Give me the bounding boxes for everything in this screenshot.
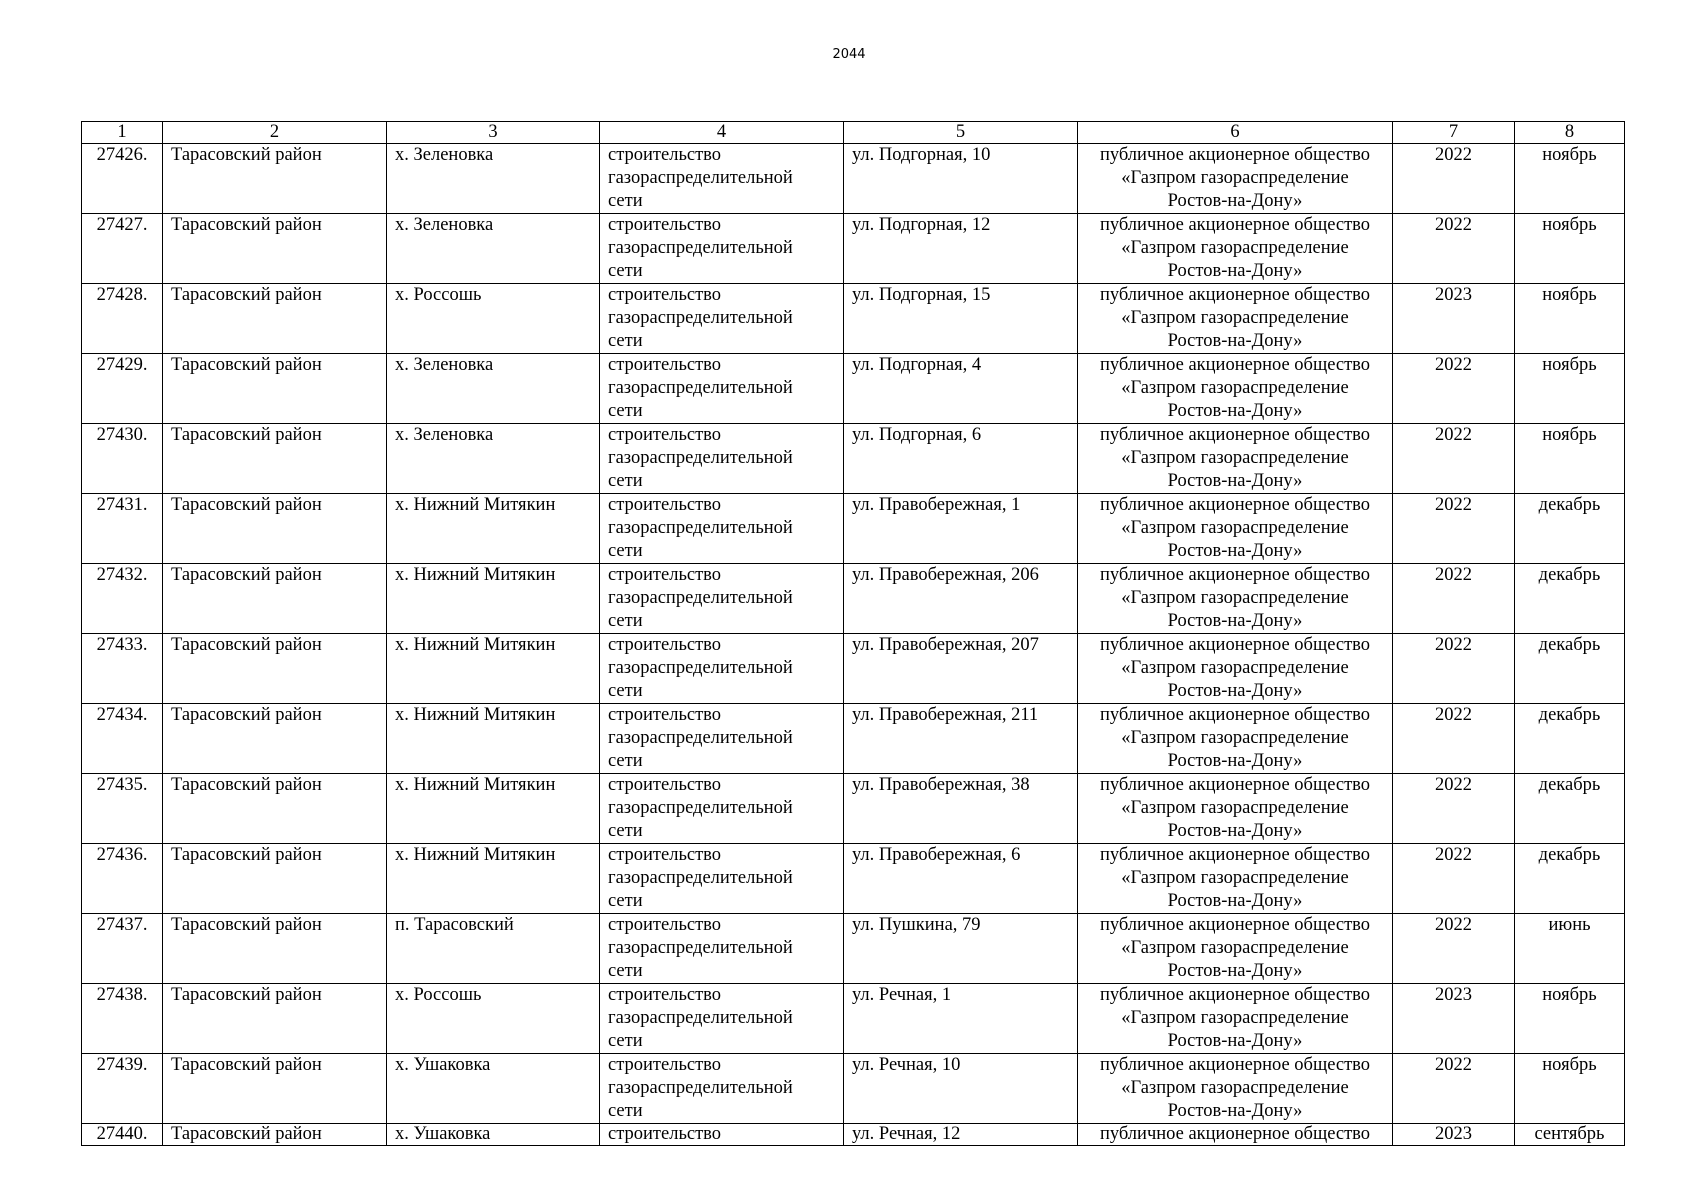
- address-cell: ул. Подгорная, 10: [844, 144, 1078, 214]
- locality-cell: х. Нижний Митякин: [387, 564, 600, 634]
- work-type-line: сети: [608, 751, 643, 771]
- address-cell: ул. Речная, 10: [844, 1054, 1078, 1124]
- row-number: 27432.: [82, 564, 163, 634]
- work-type-cell: [600, 424, 844, 494]
- organization-cell: [1078, 634, 1393, 704]
- address-cell: ул. Подгорная, 12: [844, 214, 1078, 284]
- table-row: [82, 704, 1625, 774]
- month-cell: декабрь: [1515, 774, 1625, 844]
- work-type-line: газораспределительной: [608, 658, 793, 678]
- year-cell: 2023: [1393, 284, 1515, 354]
- locality-cell: х. Зеленовка: [387, 424, 600, 494]
- month-cell: декабрь: [1515, 844, 1625, 914]
- locality-cell: х. Нижний Митякин: [387, 494, 600, 564]
- work-type-cell: [600, 844, 844, 914]
- organization-line: Ростов-на-Дону»: [1167, 471, 1303, 491]
- register-table: [81, 121, 1625, 1146]
- work-type-cell: [600, 774, 844, 844]
- organization-line: публичное акционерное общество: [1099, 985, 1371, 1005]
- row-number: 27438.: [82, 984, 163, 1054]
- organization-cell: [1078, 1054, 1393, 1124]
- table-row: [82, 144, 1625, 214]
- address-cell: ул. Подгорная, 15: [844, 284, 1078, 354]
- year-cell: 2022: [1393, 214, 1515, 284]
- month-cell: июнь: [1515, 914, 1625, 984]
- organization-line: публичное акционерное общество: [1099, 705, 1371, 725]
- organization-line: Ростов-на-Дону»: [1167, 331, 1303, 351]
- work-type-cell: [600, 354, 844, 424]
- work-type-cell: [600, 1054, 844, 1124]
- work-type-line: строительство: [608, 915, 722, 935]
- work-type-line: сети: [608, 471, 643, 491]
- year-cell: 2022: [1393, 774, 1515, 844]
- organization-line: «Газпром газораспределение: [1121, 238, 1349, 258]
- work-type-cell: [600, 284, 844, 354]
- address-cell: ул. Правобережная, 211: [844, 704, 1078, 774]
- district-cell: Тарасовский район: [163, 1124, 387, 1146]
- organization-cell: [1078, 144, 1393, 214]
- organization-line: Ростов-на-Дону»: [1167, 1101, 1303, 1121]
- address-cell: ул. Правобережная, 38: [844, 774, 1078, 844]
- organization-line: Ростов-на-Дону»: [1167, 611, 1303, 631]
- address-cell: ул. Пушкина, 79: [844, 914, 1078, 984]
- work-type-line: строительство: [608, 985, 722, 1005]
- row-number: 27429.: [82, 354, 163, 424]
- month-cell: сентябрь: [1515, 1124, 1625, 1146]
- month-cell: ноябрь: [1515, 354, 1625, 424]
- address-cell: ул. Подгорная, 6: [844, 424, 1078, 494]
- work-type-line: сети: [608, 331, 643, 351]
- organization-line: Ростов-на-Дону»: [1167, 191, 1303, 211]
- locality-cell: х. Россошь: [387, 984, 600, 1054]
- work-type-line: сети: [608, 1101, 643, 1121]
- year-cell: 2022: [1393, 914, 1515, 984]
- work-type-line: газораспределительной: [608, 308, 793, 328]
- work-type-cell: [600, 494, 844, 564]
- column-header: 1: [82, 122, 163, 144]
- district-cell: Тарасовский район: [163, 984, 387, 1054]
- table-row: [82, 424, 1625, 494]
- year-cell: 2023: [1393, 984, 1515, 1054]
- organization-line: публичное акционерное общество: [1099, 845, 1371, 865]
- work-type-line: газораспределительной: [608, 938, 793, 958]
- work-type-line: сети: [608, 961, 643, 981]
- work-type-line: газораспределительной: [608, 378, 793, 398]
- row-number: 27435.: [82, 774, 163, 844]
- row-number: 27437.: [82, 914, 163, 984]
- work-type-line: сети: [608, 1031, 643, 1051]
- organization-line: «Газпром газораспределение: [1121, 728, 1349, 748]
- district-cell: Тарасовский район: [163, 284, 387, 354]
- work-type-cell: [600, 634, 844, 704]
- work-type-line: строительство: [608, 1124, 722, 1144]
- organization-line: публичное акционерное общество: [1099, 635, 1371, 655]
- organization-line: «Газпром газораспределение: [1121, 308, 1349, 328]
- work-type-line: строительство: [608, 145, 722, 165]
- organization-cell: [1078, 354, 1393, 424]
- work-type-cell: [600, 1124, 844, 1146]
- organization-line: «Газпром газораспределение: [1121, 588, 1349, 608]
- work-type-line: строительство: [608, 355, 722, 375]
- column-header: 6: [1078, 122, 1393, 144]
- month-cell: ноябрь: [1515, 144, 1625, 214]
- row-number: 27430.: [82, 424, 163, 494]
- work-type-line: газораспределительной: [608, 518, 793, 538]
- organization-line: «Газпром газораспределение: [1121, 798, 1349, 818]
- organization-line: Ростов-на-Дону»: [1167, 1031, 1303, 1051]
- district-cell: Тарасовский район: [163, 774, 387, 844]
- year-cell: 2022: [1393, 144, 1515, 214]
- organization-line: публичное акционерное общество: [1099, 775, 1371, 795]
- table-row: [82, 1124, 1625, 1146]
- work-type-cell: [600, 704, 844, 774]
- page-number: 2044: [832, 47, 866, 62]
- table-body: [82, 144, 1625, 1146]
- work-type-line: строительство: [608, 635, 722, 655]
- locality-cell: х. Нижний Митякин: [387, 774, 600, 844]
- work-type-line: сети: [608, 541, 643, 561]
- work-type-line: газораспределительной: [608, 1008, 793, 1028]
- row-number: 27436.: [82, 844, 163, 914]
- address-cell: ул. Правобережная, 207: [844, 634, 1078, 704]
- address-cell: ул. Правобережная, 1: [844, 494, 1078, 564]
- organization-line: публичное акционерное общество: [1099, 425, 1371, 445]
- district-cell: Тарасовский район: [163, 1054, 387, 1124]
- organization-line: Ростов-на-Дону»: [1167, 541, 1303, 561]
- year-cell: 2022: [1393, 704, 1515, 774]
- table-row: [82, 1054, 1625, 1124]
- year-cell: 2022: [1393, 634, 1515, 704]
- organization-cell: [1078, 424, 1393, 494]
- organization-line: «Газпром газораспределение: [1121, 378, 1349, 398]
- district-cell: Тарасовский район: [163, 914, 387, 984]
- locality-cell: х. Нижний Митякин: [387, 634, 600, 704]
- organization-line: «Газпром газораспределение: [1121, 938, 1349, 958]
- organization-line: «Газпром газораспределение: [1121, 1008, 1349, 1028]
- work-type-line: строительство: [608, 845, 722, 865]
- work-type-line: сети: [608, 611, 643, 631]
- work-type-line: сети: [608, 191, 643, 211]
- work-type-line: строительство: [608, 705, 722, 725]
- district-cell: Тарасовский район: [163, 144, 387, 214]
- address-cell: ул. Речная, 1: [844, 984, 1078, 1054]
- work-type-line: газораспределительной: [608, 728, 793, 748]
- work-type-cell: [600, 564, 844, 634]
- locality-cell: х. Ушаковка: [387, 1054, 600, 1124]
- organization-line: публичное акционерное общество: [1099, 215, 1371, 235]
- row-number: 27433.: [82, 634, 163, 704]
- organization-cell: [1078, 494, 1393, 564]
- work-type-line: газораспределительной: [608, 868, 793, 888]
- work-type-line: строительство: [608, 285, 722, 305]
- district-cell: Тарасовский район: [163, 354, 387, 424]
- column-header: 2: [163, 122, 387, 144]
- year-cell: 2022: [1393, 494, 1515, 564]
- district-cell: Тарасовский район: [163, 564, 387, 634]
- organization-line: «Газпром газораспределение: [1121, 448, 1349, 468]
- table-row: [82, 284, 1625, 354]
- work-type-line: строительство: [608, 775, 722, 795]
- table-row: [82, 774, 1625, 844]
- organization-line: «Газпром газораспределение: [1121, 868, 1349, 888]
- month-cell: ноябрь: [1515, 424, 1625, 494]
- address-cell: ул. Речная, 12: [844, 1124, 1078, 1146]
- column-header: 7: [1393, 122, 1515, 144]
- work-type-cell: [600, 214, 844, 284]
- table-row: [82, 564, 1625, 634]
- work-type-line: строительство: [608, 215, 722, 235]
- locality-cell: х. Нижний Митякин: [387, 844, 600, 914]
- table-row: [82, 354, 1625, 424]
- district-cell: Тарасовский район: [163, 494, 387, 564]
- table-row: [82, 984, 1625, 1054]
- month-cell: декабрь: [1515, 634, 1625, 704]
- organization-line: публичное акционерное общество: [1099, 495, 1371, 515]
- work-type-line: строительство: [608, 1055, 722, 1075]
- organization-line: Ростов-на-Дону»: [1167, 401, 1303, 421]
- organization-cell: [1078, 1124, 1393, 1146]
- work-type-line: сети: [608, 681, 643, 701]
- organization-line: публичное акционерное общество: [1099, 145, 1371, 165]
- month-cell: декабрь: [1515, 704, 1625, 774]
- organization-line: «Газпром газораспределение: [1121, 1078, 1349, 1098]
- organization-line: «Газпром газораспределение: [1121, 658, 1349, 678]
- row-number: 27431.: [82, 494, 163, 564]
- organization-line: публичное акционерное общество: [1099, 285, 1371, 305]
- table-row: [82, 214, 1625, 284]
- locality-cell: х. Ушаковка: [387, 1124, 600, 1146]
- district-cell: Тарасовский район: [163, 424, 387, 494]
- work-type-line: газораспределительной: [608, 798, 793, 818]
- organization-line: Ростов-на-Дону»: [1167, 891, 1303, 911]
- year-cell: 2022: [1393, 354, 1515, 424]
- year-cell: 2022: [1393, 844, 1515, 914]
- row-number: 27426.: [82, 144, 163, 214]
- organization-line: Ростов-на-Дону»: [1167, 961, 1303, 981]
- locality-cell: х. Зеленовка: [387, 144, 600, 214]
- work-type-line: газораспределительной: [608, 238, 793, 258]
- organization-line: публичное акционерное общество: [1099, 565, 1371, 585]
- column-header: 8: [1515, 122, 1625, 144]
- work-type-cell: [600, 914, 844, 984]
- row-number: 27428.: [82, 284, 163, 354]
- column-header: 4: [600, 122, 844, 144]
- organization-cell: [1078, 704, 1393, 774]
- column-header: 5: [844, 122, 1078, 144]
- row-number: 27439.: [82, 1054, 163, 1124]
- organization-line: публичное акционерное общество: [1099, 1124, 1371, 1144]
- organization-cell: [1078, 844, 1393, 914]
- address-cell: ул. Подгорная, 4: [844, 354, 1078, 424]
- locality-cell: х. Зеленовка: [387, 214, 600, 284]
- table-row: [82, 844, 1625, 914]
- year-cell: 2022: [1393, 1054, 1515, 1124]
- work-type-line: газораспределительной: [608, 448, 793, 468]
- work-type-line: сети: [608, 821, 643, 841]
- work-type-line: газораспределительной: [608, 1078, 793, 1098]
- row-number: 27427.: [82, 214, 163, 284]
- work-type-line: сети: [608, 401, 643, 421]
- district-cell: Тарасовский район: [163, 214, 387, 284]
- year-cell: 2022: [1393, 564, 1515, 634]
- district-cell: Тарасовский район: [163, 704, 387, 774]
- work-type-line: газораспределительной: [608, 168, 793, 188]
- locality-cell: х. Нижний Митякин: [387, 704, 600, 774]
- work-type-line: сети: [608, 891, 643, 911]
- table-row: [82, 634, 1625, 704]
- organization-cell: [1078, 214, 1393, 284]
- month-cell: ноябрь: [1515, 984, 1625, 1054]
- organization-line: публичное акционерное общество: [1099, 355, 1371, 375]
- organization-line: Ростов-на-Дону»: [1167, 261, 1303, 281]
- work-type-cell: [600, 984, 844, 1054]
- organization-line: «Газпром газораспределение: [1121, 168, 1349, 188]
- column-header: 3: [387, 122, 600, 144]
- locality-cell: х. Россошь: [387, 284, 600, 354]
- work-type-line: строительство: [608, 495, 722, 515]
- district-cell: Тарасовский район: [163, 634, 387, 704]
- organization-line: публичное акционерное общество: [1099, 1055, 1371, 1075]
- locality-cell: п. Тарасовский: [387, 914, 600, 984]
- organization-cell: [1078, 774, 1393, 844]
- organization-line: Ростов-на-Дону»: [1167, 751, 1303, 771]
- work-type-cell: [600, 144, 844, 214]
- organization-cell: [1078, 284, 1393, 354]
- organization-line: «Газпром газораспределение: [1121, 518, 1349, 538]
- organization-line: Ростов-на-Дону»: [1167, 681, 1303, 701]
- organization-cell: [1078, 564, 1393, 634]
- organization-cell: [1078, 914, 1393, 984]
- district-cell: Тарасовский район: [163, 844, 387, 914]
- work-type-line: газораспределительной: [608, 588, 793, 608]
- work-type-line: сети: [608, 261, 643, 281]
- address-cell: ул. Правобережная, 6: [844, 844, 1078, 914]
- year-cell: 2022: [1393, 424, 1515, 494]
- row-number: 27434.: [82, 704, 163, 774]
- year-cell: 2023: [1393, 1124, 1515, 1146]
- month-cell: декабрь: [1515, 494, 1625, 564]
- month-cell: ноябрь: [1515, 214, 1625, 284]
- month-cell: ноябрь: [1515, 1054, 1625, 1124]
- locality-cell: х. Зеленовка: [387, 354, 600, 424]
- work-type-line: строительство: [608, 565, 722, 585]
- organization-line: Ростов-на-Дону»: [1167, 821, 1303, 841]
- column-number-row: [82, 122, 1625, 144]
- address-cell: ул. Правобережная, 206: [844, 564, 1078, 634]
- organization-line: публичное акционерное общество: [1099, 915, 1371, 935]
- month-cell: ноябрь: [1515, 284, 1625, 354]
- table-row: [82, 494, 1625, 564]
- month-cell: декабрь: [1515, 564, 1625, 634]
- table-row: [82, 914, 1625, 984]
- organization-cell: [1078, 984, 1393, 1054]
- row-number: 27440.: [82, 1124, 163, 1146]
- work-type-line: строительство: [608, 425, 722, 445]
